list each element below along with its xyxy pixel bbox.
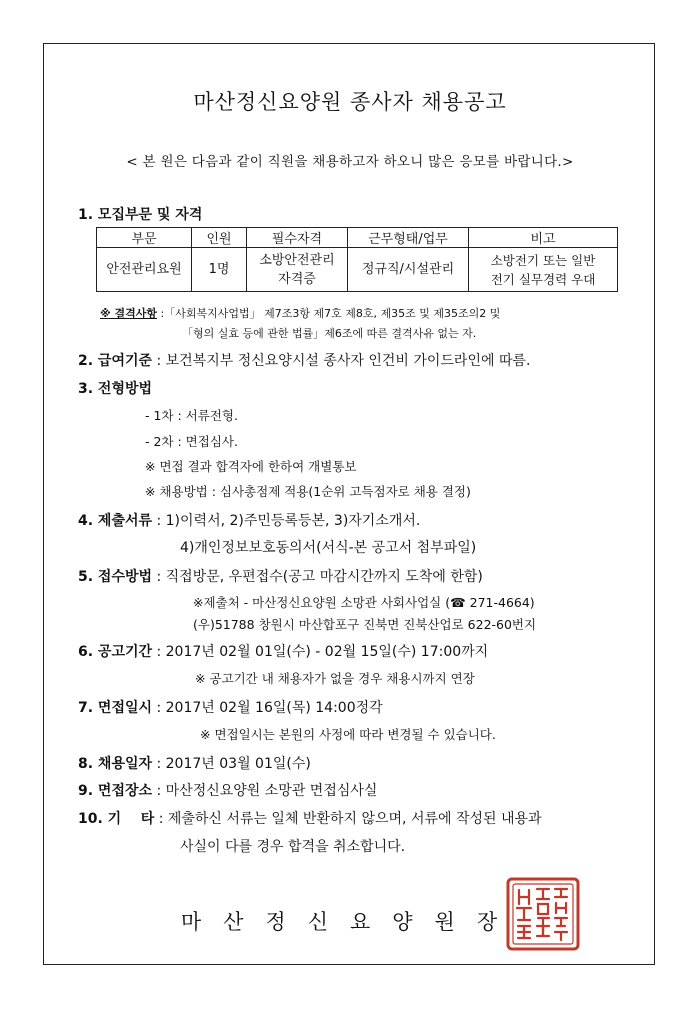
section4-heading: 4. 제출서류: [78, 513, 153, 529]
qual-line2: 자격증: [278, 271, 316, 287]
cell-work: 정규직/시설관리: [348, 248, 469, 292]
cell-note: [469, 248, 618, 292]
section6-note: ※ 공고기간 내 채용자가 없을 경우 채용시까지 연장: [195, 671, 475, 686]
requirements-table: [96, 227, 618, 292]
section7-note: ※ 면접일시는 본원의 사정에 따라 변경될 수 있습니다.: [200, 727, 496, 742]
section6-text: : 2017년 02월 01일(수) - 02월 15일(수) 17:00까지: [156, 644, 489, 660]
section9: [78, 780, 377, 800]
col-qual: 필수자격: [247, 228, 348, 248]
note-line2: 전기 실무경력 우대: [490, 271, 596, 287]
col-work: 근무형태/업무: [348, 228, 469, 248]
page-title: 마산정신요양원 종사자 채용공고: [193, 90, 507, 114]
section2-heading: 2. 급여기준: [78, 353, 153, 369]
official-seal-icon: [505, 876, 581, 952]
section5-line1: : 직접방문, 우편접수(공고 마감시간까지 도착에 한함): [156, 569, 483, 585]
section10: [78, 808, 542, 828]
intro-text: < 본 원은 다음과 같이 직원을 채용하고자 하오니 많은 응모를 바랍니다.>: [126, 154, 574, 170]
col-dept: 부문: [97, 228, 192, 248]
section9-heading: 9. 면접장소: [78, 783, 153, 799]
section5-line3: (우)51788 창원시 마산합포구 진북면 진북산업로 622-60번지: [193, 617, 537, 632]
section1-heading: 1. 모집부문 및 자격: [78, 207, 203, 223]
section5-heading: 5. 접수방법: [78, 569, 153, 585]
section8-heading: 8. 채용일자: [78, 756, 153, 772]
table-row: [97, 248, 618, 292]
section9-text: : 마산정신요양원 소망관 면접심사실: [156, 783, 378, 799]
section10-heading: 10. 기 타: [78, 811, 155, 827]
note-line1: 소방전기 또는 일반: [490, 252, 596, 268]
qual-line1: 소방안전관리: [259, 252, 335, 268]
section7-heading: 7. 면접일시: [78, 700, 153, 716]
section3-heading: 3. 전형방법: [78, 381, 153, 397]
section4-line1: : 1)이력서, 2)주민등록등본, 3)자기소개서.: [156, 513, 421, 529]
col-count: 인원: [192, 228, 247, 248]
section6: [78, 641, 488, 661]
section7-text: : 2017년 02월 16일(목) 14:00정각: [156, 700, 383, 716]
section7: [78, 697, 383, 717]
disqualification-text1: :「사회복지사업법」 제7조3항 제7호 제8호, 제35조 및 제35조의2 및: [160, 307, 501, 320]
section5: [78, 566, 483, 586]
section2-text: : 보건복지부 정신요양시설 종사자 인건비 가이드라인에 따름.: [156, 353, 531, 369]
col-note: 비고: [469, 228, 618, 248]
cell-qual: [247, 248, 348, 292]
section6-heading: 6. 공고기간: [78, 644, 153, 660]
disqualification-line1: [100, 305, 500, 321]
disqualification-label: ※ 결격사항: [100, 307, 158, 320]
section10-line1: : 제출하신 서류는 일체 반환하지 않으며, 서류에 작성된 내용과: [158, 811, 542, 827]
section8: [78, 753, 311, 773]
cell-count: 1명: [192, 248, 247, 292]
section3-line1: - 1차 : 서류전형.: [145, 408, 238, 423]
section10-line2: 사실이 다를 경우 합격을 취소합니다.: [180, 839, 406, 855]
section3-line4: ※ 채용방법 : 심사총점제 적용(1순위 고득점자로 채용 결정): [145, 484, 471, 499]
table-header-row: [97, 228, 618, 248]
disqualification-line2: 「형의 실효 등에 관한 법률」제6조에 따른 결격사유 없는 자.: [182, 327, 477, 340]
section3-line3: ※ 면접 결과 합격자에 한하여 개별통보: [145, 459, 357, 474]
section8-text: : 2017년 03월 01일(수): [156, 756, 311, 772]
issuer-name: 마산정신요양원장: [180, 910, 520, 934]
section4-line2: 4)개인정보보호동의서(서식-본 공고서 첨부파일): [180, 540, 477, 556]
section5-line2: ※제출처 - 마산정신요양원 소망관 사회사업실 (☎ 271-4664): [193, 595, 535, 610]
section2: [78, 350, 530, 370]
section4: [78, 510, 420, 530]
cell-dept: 안전관리요원: [97, 248, 192, 292]
section3-line2: - 2차 : 면접심사.: [145, 434, 238, 449]
